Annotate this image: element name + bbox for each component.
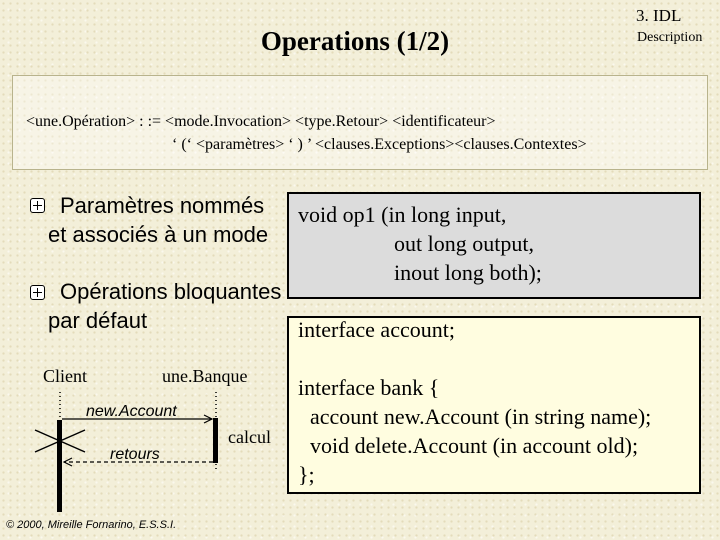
op-code-line-2: out long output, <box>394 231 534 256</box>
op-code-line-3: inout long both); <box>394 260 542 285</box>
call-message-label: new.Account <box>86 403 177 420</box>
interface-line-4: void delete.Account (in account old); <box>310 433 639 458</box>
copyright-notice: © 2000, Mireille Fornarino, E.S.S.I. <box>6 519 177 531</box>
slide-title: Operations (1/2) <box>260 26 450 56</box>
interface-line-5: }; <box>298 462 315 487</box>
op-code-line-1: void op1 (in long input, <box>298 202 507 227</box>
grammar-line-1: <une.Opération> : := <mode.Invocation> <type.Retour> <identificateur> <box>26 113 496 130</box>
calcul-label: calcul <box>228 427 271 447</box>
return-message-label: retours <box>110 446 160 463</box>
client-label: Client <box>43 366 87 386</box>
bullet-1-line-1: Paramètres nommés <box>60 193 265 218</box>
bank-label: une.Banque <box>162 366 248 386</box>
section-number: 3. IDL <box>636 6 682 25</box>
client-activation-bar <box>57 420 62 512</box>
interface-line-2: interface bank { <box>298 375 440 400</box>
bullet-1-line-2: et associés à un mode <box>48 222 269 247</box>
interface-line-1: interface account; <box>298 317 455 342</box>
section-subtitle: Description <box>637 30 703 45</box>
bullet-2-line-1: Opérations bloquantes <box>60 279 282 304</box>
bank-activation-bar <box>213 418 218 463</box>
interface-line-3: account new.Account (in string name); <box>310 404 652 429</box>
bullet-2-line-2: par défaut <box>48 308 148 333</box>
grammar-line-2: ‘ (‘ <paramètres> ‘ ) ’ <clauses.Exceptions><clauses.Contextes> <box>172 136 587 153</box>
